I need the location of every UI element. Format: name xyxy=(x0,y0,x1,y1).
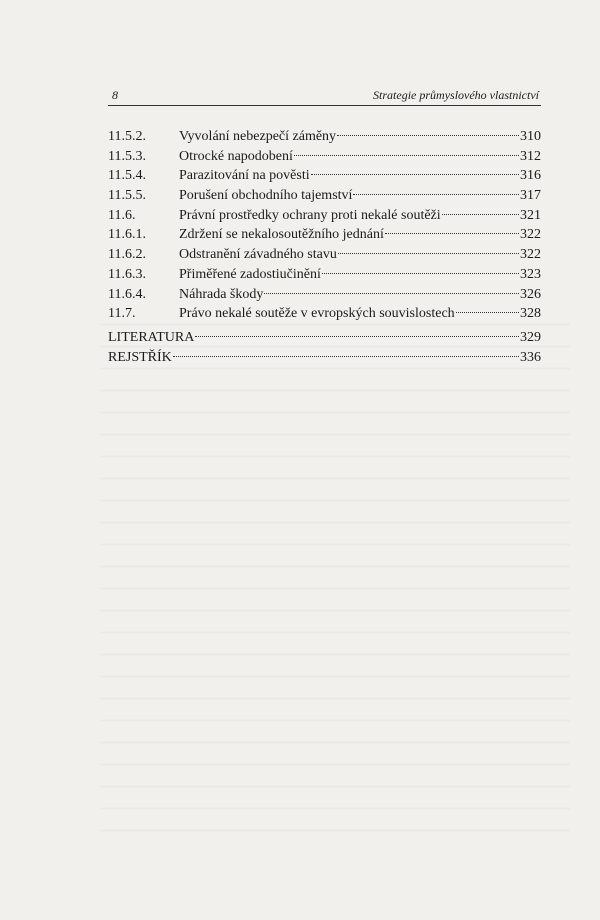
section-number: 11.6. xyxy=(108,207,136,223)
show-through-texture xyxy=(100,310,570,850)
page-reference: 317 xyxy=(520,188,541,204)
table-of-contents xyxy=(108,127,541,324)
section-number: 11.6.2. xyxy=(108,247,146,263)
section-number: 11.6.3. xyxy=(108,266,146,282)
dot-leader xyxy=(353,194,519,195)
back-matter-title: REJSTŘÍK xyxy=(108,350,172,365)
toc-entry-index xyxy=(108,348,541,368)
section-title: Otrocké napodobení xyxy=(179,148,293,164)
running-title: Strategie průmyslového vlastnictví xyxy=(373,88,539,102)
toc-entry-literature xyxy=(108,328,541,348)
dot-leader xyxy=(195,336,519,337)
page-reference: 328 xyxy=(520,306,541,322)
toc-entry xyxy=(108,304,541,324)
dot-leader xyxy=(322,273,519,274)
page-reference: 326 xyxy=(520,286,541,302)
page-reference: 312 xyxy=(520,148,541,164)
page-reference: 322 xyxy=(520,227,541,243)
toc-entry xyxy=(108,245,541,265)
section-title: Právo nekalé soutěže v evropských souvislostech xyxy=(179,306,455,322)
dot-leader xyxy=(294,155,519,156)
toc-entry xyxy=(108,265,541,285)
toc-entry xyxy=(108,166,541,186)
section-title: Přiměřené zadostiučinění xyxy=(179,266,321,282)
section-number: 11.5.3. xyxy=(108,148,146,164)
dot-leader xyxy=(264,293,519,294)
section-title: Porušení obchodního tajemství xyxy=(179,188,353,204)
toc-entry xyxy=(108,127,541,147)
dot-leader xyxy=(338,253,519,254)
section-title: Vyvolání nebezpečí záměny xyxy=(179,129,337,144)
section-title: Parazitování na pověsti xyxy=(179,168,310,184)
running-header xyxy=(108,87,541,106)
section-title: Zdržení se nekalosoutěžního jednání xyxy=(179,227,384,243)
dot-leader xyxy=(311,174,519,175)
section-title: Právní prostředky ochrany proti nekalé soutěži xyxy=(179,207,441,223)
page-reference: 322 xyxy=(520,247,541,263)
section-number: 11.5.5. xyxy=(108,188,146,204)
section-number: 11.6.1. xyxy=(108,227,146,243)
page-number: 8 xyxy=(112,88,118,102)
page-reference: 310 xyxy=(520,129,541,144)
page-reference: 323 xyxy=(520,266,541,282)
section-number: 11.5.4. xyxy=(108,168,146,184)
section-number: 11.5.2. xyxy=(108,129,146,144)
dot-leader xyxy=(337,135,519,136)
dot-leader xyxy=(385,233,519,234)
back-matter-title: LITERATURA xyxy=(108,330,195,345)
back-matter-entries xyxy=(108,328,541,368)
page-reference: 329 xyxy=(520,330,541,345)
toc-entry xyxy=(108,186,541,206)
toc-entry xyxy=(108,147,541,167)
dot-leader xyxy=(173,356,519,357)
section-title: Odstranění závadného stavu xyxy=(179,247,337,263)
section-number: 11.7. xyxy=(108,306,136,322)
page-reference: 336 xyxy=(520,350,541,365)
section-number: 11.6.4. xyxy=(108,286,146,302)
toc-entry xyxy=(108,225,541,245)
section-title: Náhrada škody xyxy=(179,286,264,302)
page-reference: 316 xyxy=(520,168,541,184)
dot-leader xyxy=(442,214,519,215)
dot-leader xyxy=(456,312,519,313)
toc-entry xyxy=(108,206,541,226)
toc-entry xyxy=(108,285,541,305)
page-reference: 321 xyxy=(520,207,541,223)
